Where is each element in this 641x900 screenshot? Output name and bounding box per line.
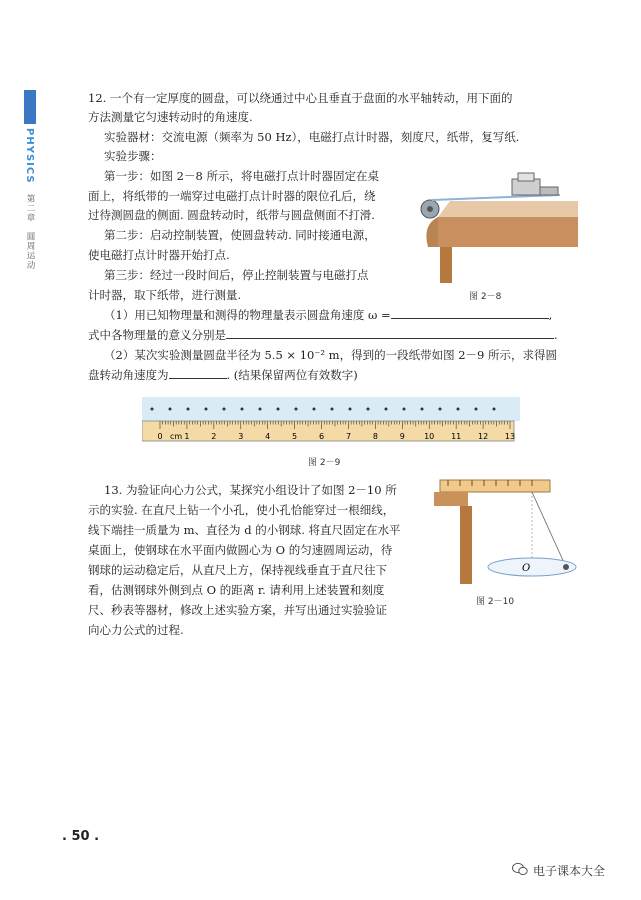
q12-sub1-text2: 式中各物理量的意义分别是 [88, 328, 226, 342]
steel-ball [563, 564, 569, 570]
tape-dot [259, 408, 262, 411]
disk-axle [427, 206, 433, 212]
tape-dot [313, 408, 316, 411]
tape-dot [367, 408, 370, 411]
ruler-unit-label: cm [170, 432, 183, 441]
q12-sub2-line2 [88, 366, 358, 385]
tape-dot [295, 408, 298, 411]
table-leg [460, 506, 472, 584]
ruler-tick-label: 13 [504, 432, 516, 441]
angular-velocity-blank[interactable] [169, 378, 227, 379]
q12-sub1-line1 [104, 306, 552, 325]
ruler-tick-label: 11 [451, 432, 462, 441]
tape-dot [403, 408, 406, 411]
figure-2-8-timer-table [410, 165, 582, 285]
paper-tape [432, 195, 560, 200]
q13-line3: 线下端挂一质量为 m、直径为 d 的小钢球. 将直尺固定在水平 [88, 523, 401, 537]
q12-step1-l3: 过待测圆盘的侧面. 圆盘转动时，纸带与圆盘侧面不打滑. [88, 208, 375, 222]
tape-dot [331, 408, 334, 411]
table-top [434, 492, 468, 506]
tape-dot [205, 408, 208, 411]
q12-step2-l2: 使电磁打点计时器开始打点. [88, 248, 230, 262]
string [532, 492, 566, 567]
figure-2-9-tape-ruler [142, 395, 522, 445]
tape-dot [385, 408, 388, 411]
q12-materials: 实验器材：交流电源（频率为 50 Hz），电磁打点计时器，刻度尺，纸带，复写纸. [104, 130, 520, 144]
tape-dot [151, 408, 154, 411]
tape-dot [349, 408, 352, 411]
tape-dot [475, 408, 478, 411]
figure-2-9-caption: 图 2－9 [308, 458, 341, 468]
ruler-tick-label: 12 [478, 432, 489, 441]
q13-line6: 看，估测钢球外侧到点 O 的距离 r. 请利用上述装置和刻度 [88, 583, 385, 597]
ruler-tick-label: 5 [292, 432, 298, 441]
q12-step3-l1: 第三步：经过一段时间后，停止控制装置与电磁打点 [104, 268, 369, 282]
tape-dot [457, 408, 460, 411]
ruler-tick-label: 7 [345, 432, 352, 441]
q13-line1: 13. 为验证向心力公式，某探究小组设计了如图 2－10 所 [104, 483, 397, 497]
ruler-tick-label: 4 [265, 432, 271, 441]
table-corner [426, 217, 438, 247]
ruler-tick-label: 9 [399, 432, 405, 441]
q12-sub2-text-a: 盘转动角速度为 [88, 368, 169, 382]
q12-sub1-comma: , [548, 308, 553, 322]
tape-dot [277, 408, 280, 411]
ruler-tick-label: 3 [238, 432, 244, 441]
q12-steps-title: 实验步骤： [104, 149, 162, 163]
q12-line2: 方法测量它匀速转动时的角速度. [88, 110, 253, 124]
timer-top [518, 173, 534, 181]
figure-2-10-caption: 图 2－10 [476, 597, 515, 607]
q12-sub2-line1: （2）某次实验测量圆盘半径为 5.5 × 10⁻² m，得到的一段纸带如图 2－9 所示，求得圆 [104, 348, 558, 362]
q12-sub1-line2 [88, 326, 558, 345]
omega-answer-blank[interactable] [391, 318, 549, 319]
q13-line4: 桌面上，使钢球在水平面内做圆心为 O 的匀速圆周运动，待 [88, 543, 393, 557]
sidebar-brand: PHYSICS [24, 128, 35, 184]
ruler-tick-label: 2 [211, 432, 217, 441]
q13-line8: 向心力公式的过程. [88, 623, 184, 637]
chapter-sidebar [24, 90, 38, 270]
sidebar-chapter: 第二章 圆周运动 [25, 193, 35, 270]
q13-line7: 尺、秒表等器材，修改上述实验方案，并写出通过实验验证 [88, 603, 387, 617]
q12-sub1-text: （1）用已知物理量和测得的物理量表示圆盘角速度 ω = [104, 308, 391, 322]
table-leg [440, 247, 452, 283]
q12-sub2-text-b: . (结果保留两位有效数字) [226, 368, 358, 382]
ruler-tick-label: 0 [157, 432, 163, 441]
q13-line5: 钢球的运动稳定后，从直尺上方，保持视线垂直于直尺往下 [88, 563, 387, 577]
orbit-circle [488, 558, 576, 576]
watermark-text: 电子课本大全 [533, 864, 606, 878]
q12-step3-l2: 计时器，取下纸带，进行测量. [88, 288, 242, 302]
figure-2-10-conical-pendulum [430, 478, 590, 586]
sidebar-accent-bar [24, 90, 36, 124]
wechat-icon [512, 862, 528, 879]
ruler-top [440, 480, 550, 492]
ruler-tick-label: 6 [318, 432, 325, 441]
tape-dot [223, 408, 226, 411]
tape-dot [493, 408, 496, 411]
meaning-answer-blank[interactable] [226, 338, 554, 339]
ruler-tick-label: 10 [424, 432, 435, 441]
watermark [512, 862, 605, 879]
table-edge [438, 217, 578, 247]
q12-line1: 12. 一个有一定厚度的圆盘，可以绕通过中心且垂直于盘面的水平轴转动，用下面的 [88, 91, 513, 105]
tape-dot [421, 408, 424, 411]
tape-dot [241, 408, 244, 411]
figure-2-8-caption: 图 2－8 [469, 292, 502, 302]
center-label-o: O [522, 563, 531, 574]
page-number: . 50 . [62, 829, 100, 844]
q12-sub1-period: . [554, 328, 558, 342]
q12-step1-l2: 面上，将纸带的一端穿过电磁打点计时器的限位孔后，绕 [88, 189, 376, 203]
tape-dot [187, 408, 190, 411]
q12-step2-l1: 第二步：启动控制装置，使圆盘转动. 同时接通电源， [104, 228, 376, 242]
tape-dot [169, 408, 172, 411]
ruler-tick-label: 8 [372, 432, 378, 441]
q13-line2: 示的实验. 在直尺上钻一个小孔，使小孔恰能穿过一根细线， [88, 503, 395, 517]
table-top [438, 201, 578, 217]
timer-base [540, 187, 558, 195]
ruler-tick-label: 1 [184, 432, 190, 441]
q12-step1-l1: 第一步：如图 2－8 所示，将电磁打点计时器固定在桌 [104, 169, 379, 183]
tape-dot [439, 408, 442, 411]
